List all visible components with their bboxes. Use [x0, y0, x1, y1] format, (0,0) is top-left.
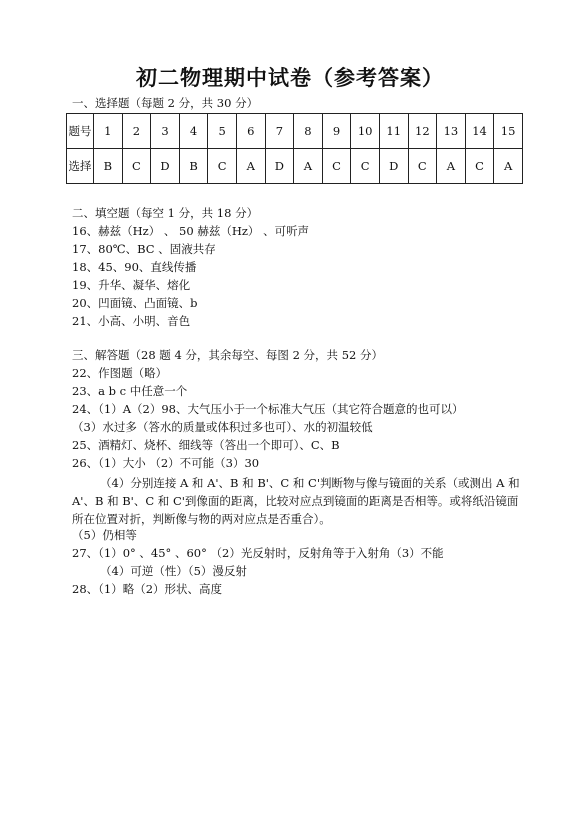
answer-line-25: 25、酒精灯、烧杯、细线等（答出一个即可）、C、B [72, 438, 340, 452]
answer-line-24a: 24、（1）A（2）98、大气压小于一个标准大气压（其它符合题意的也可以） [72, 402, 464, 416]
answer-line-20: 20、凹面镜、凸面镜、b [72, 296, 198, 310]
table-cell: C [122, 149, 151, 184]
answer-line-27b: （4）可逆（性）（5）漫反射 [100, 564, 247, 578]
table-cell: D [151, 149, 180, 184]
answer-line-23: 23、a b c 中任意一个 [72, 384, 188, 398]
table-cell: 13 [437, 114, 466, 149]
table-cell: 7 [265, 114, 294, 149]
table-cell: 11 [379, 114, 408, 149]
table-cell: C [208, 149, 237, 184]
answer-line-21: 21、小高、小明、音色 [72, 314, 191, 328]
table-cell: A [294, 149, 323, 184]
table-cell: A [494, 149, 523, 184]
table-cell: 14 [465, 114, 494, 149]
table-cell: C [351, 149, 380, 184]
answer-line-16: 16、赫兹（Hz） 、 50 赫兹（Hz） 、可听声 [72, 224, 310, 238]
table-cell: 6 [236, 114, 265, 149]
answer-line-27a: 27、（1）0° 、45° 、60° （2）光反射时，反射角等于入射角（3）不能 [72, 546, 444, 560]
table-cell: C [408, 149, 437, 184]
table-cell: 1 [94, 114, 123, 149]
table-cell: B [94, 149, 123, 184]
table-cell: A [437, 149, 466, 184]
table-cell: C [465, 149, 494, 184]
answer-line-19: 19、升华、凝华、熔化 [72, 278, 191, 292]
table-cell: A [236, 149, 265, 184]
answer-line-24b: （3）水过多（答水的质量或体积过多也可）、水的初温较低 [72, 420, 373, 434]
page-title: 初二物理期中试卷（参考答案） [136, 66, 444, 90]
row-header-number: 题号 [67, 114, 94, 149]
section2-heading: 二、填空题（每空 1 分，共 18 分） [72, 206, 259, 220]
table-cell: 10 [351, 114, 380, 149]
table-row-numbers [67, 114, 523, 149]
row-header-choice: 选择 [67, 149, 94, 184]
table-cell: D [265, 149, 294, 184]
section3-heading: 三、解答题（28 题 4 分，其余每空、每图 2 分，共 52 分） [72, 348, 383, 362]
answer-line-26c: （5）仍相等 [72, 528, 137, 542]
answer-line-18: 18、45、90、直线传播 [72, 260, 197, 274]
answer-paragraph-26-4: （4）分别连接 A 和 A'、B 和 B'、C 和 C'判断物与像与镜面的关系（或测出 A 和 A'、B 和 B'、C 和 C'到像面的距离，比较对应点到镜面的距离是否相等。或将纸沿镜面所在位置对折，判断像与物的两对应点是否重合）。 [72, 476, 520, 526]
answer-line-22: 22、作图题（略） [72, 366, 168, 380]
table-cell: C [322, 149, 351, 184]
table-row-answers [67, 149, 523, 184]
table-cell: 12 [408, 114, 437, 149]
table-cell: 8 [294, 114, 323, 149]
table-cell: D [379, 149, 408, 184]
choice-answer-table [66, 113, 523, 184]
answer-line-28: 28、（1）略（2）形状、高度 [72, 582, 223, 596]
table-cell: 4 [179, 114, 208, 149]
table-cell: B [179, 149, 208, 184]
table-cell: 3 [151, 114, 180, 149]
section1-heading: 一、选择题（每题 2 分，共 30 分） [72, 96, 259, 110]
table-cell: 9 [322, 114, 351, 149]
table-cell: 2 [122, 114, 151, 149]
answer-line-17: 17、80℃、BC 、固液共存 [72, 242, 216, 256]
table-cell: 5 [208, 114, 237, 149]
answer-line-26a: 26、（1）大小 （2）不可能（3）30 [72, 456, 260, 470]
table-cell: 15 [494, 114, 523, 149]
